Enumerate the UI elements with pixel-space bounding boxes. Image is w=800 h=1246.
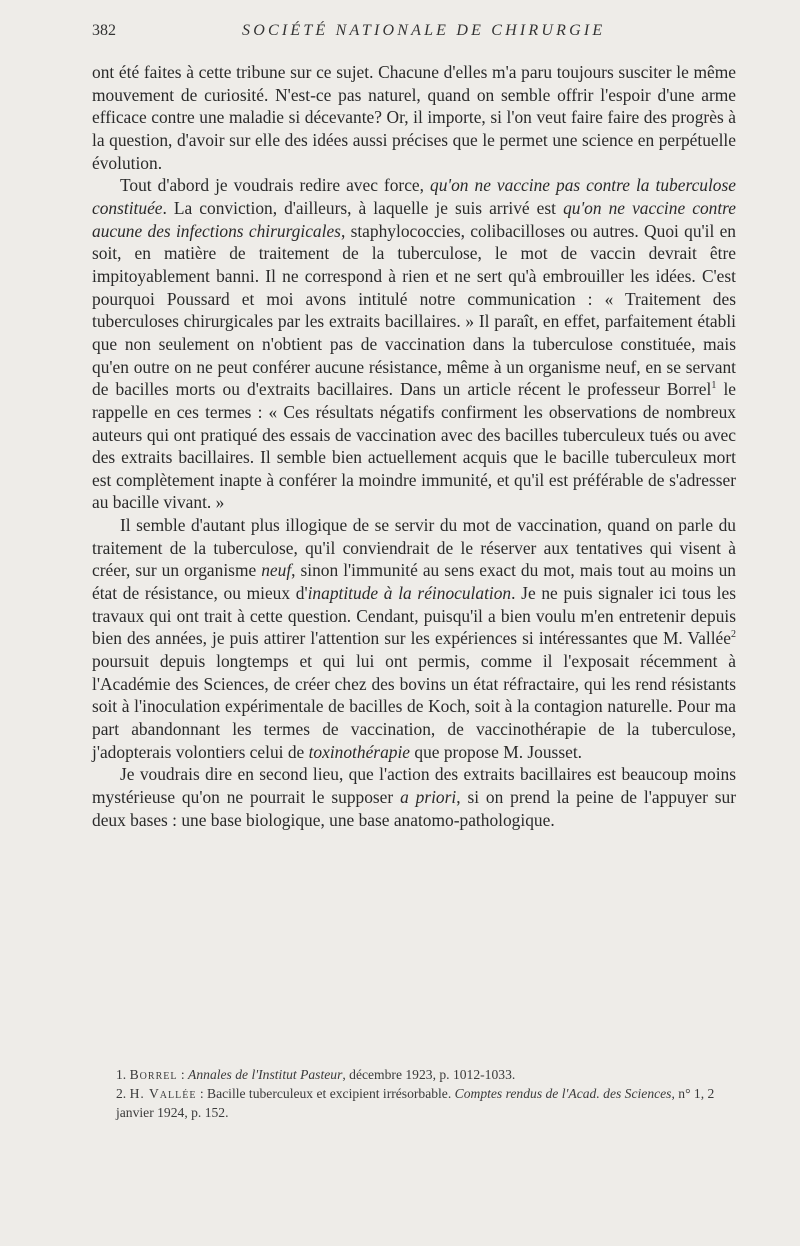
text-run: . Je ne puis signaler ici tous les travaux qui ont trait à cette question. Cendant, puisqu'il a bien voulu m'en entretenir depuis bien des années, je puis attirer l'attention sur les expériences si intéressantes que M. Vallée bbox=[92, 583, 736, 649]
footnote-author: Borrel bbox=[129, 1067, 178, 1082]
text-run: Je voudrais dire en second lieu, que l'action des extraits bacillaires est beaucoup moins mystérieuse qu'on ne pourrait le supposer bbox=[92, 764, 736, 807]
italic-run: a priori bbox=[400, 787, 457, 807]
text-run: Tout d'abord je voudrais redire avec force, bbox=[120, 175, 430, 196]
italic-run: inaptitude à la réinoculation bbox=[307, 583, 512, 604]
page-header bbox=[92, 22, 736, 46]
text-run: que propose M. Jousset. bbox=[410, 741, 582, 762]
italic-run: toxinothérapie bbox=[308, 741, 411, 762]
text-run: . La conviction, d'ailleurs, à laquelle je suis arrivé est bbox=[162, 197, 564, 218]
italic-run: neuf bbox=[261, 560, 292, 581]
footnote-source-title: Annales de l'Institut Pasteur bbox=[188, 1067, 343, 1082]
footnote-text: Bacille tuberculeux et excipient irrésorbable. bbox=[207, 1086, 455, 1101]
footnote-1 bbox=[92, 1065, 736, 1084]
footnote-source-title: Comptes rendus de l'Acad. des Sciences bbox=[454, 1086, 672, 1101]
text-run: , si on prend la peine de l'appuyer sur deux bases : une base biologique, une base anatomo-pathologique. bbox=[92, 787, 736, 830]
italic-run: qu'on ne vaccine contre aucune des infections chirurgicales bbox=[92, 197, 737, 241]
footnotes bbox=[92, 1065, 736, 1122]
paragraph-2 bbox=[92, 174, 736, 514]
footnote-ref-1[interactable]: 1 bbox=[711, 380, 717, 392]
paragraph-4 bbox=[92, 763, 736, 831]
paragraph-text: ont été faites à cette tribune sur ce sujet. Chacune d'elles m'a paru toujours susciter le même mouvement de curiosité. N'est-ce pas naturel, quand on semble offrir l'espoir d'une arme efficace contre une maladie si décevante? Or, il importe, si l'on veut faire faire des progrès à la question, d'avoir sur elle des idées aussi précises que le permet une science en perpétuelle évolution. bbox=[92, 62, 736, 173]
body-text bbox=[92, 61, 736, 831]
footnote-details: , décembre 1923, p. 1012-1033. bbox=[342, 1067, 516, 1082]
footnote-number: 1. bbox=[116, 1067, 127, 1082]
footnote-author: H. Vallée bbox=[129, 1086, 197, 1101]
text-run: Il semble d'autant plus illogique de se servir du mot de vaccination, quand on parle du traitement de la tuberculose, qu'il conviendrait de le réserver aux tentatives qui visent à créer, sur un organisme bbox=[92, 515, 736, 581]
paragraph-3 bbox=[92, 514, 736, 763]
italic-run: qu'on ne vaccine pas contre la tuberculose constituée bbox=[92, 175, 736, 218]
footnote-2 bbox=[92, 1084, 736, 1122]
running-title: SOCIÉTÉ NATIONALE DE CHIRURGIE bbox=[242, 22, 606, 39]
page-number: 382 bbox=[92, 22, 116, 39]
text-run: , staphylococcies, colibacilloses ou autres. Quoi qu'il en soit, en matière de traitement de la tuberculose, le mot de vaccin devrait être impitoyablement banni. Il ne correspond à rien et ne sert qu'à embrouiller les idées. C'est pourquoi Poussard et moi avons intitulé notre communication : « Traitement des tuberculoses chirurgicales par les extraits bacillaires. » Il paraît, en effet, parfaitement établi que non seulement on n'obtient pas de vaccination dans la tuberculose constituée, mais qu'en outre on ne peut conférer aucune résistance, même à un organisme neuf, en se servant de bacilles morts ou d'extraits bacillaires. Dans un article récent le professeur Borrel bbox=[92, 220, 737, 400]
footnote-separator: : bbox=[177, 1067, 189, 1082]
footnote-details: , n° 1, 2 janvier 1924, p. 152. bbox=[116, 1086, 715, 1120]
footnote-ref-2[interactable]: 2 bbox=[731, 629, 736, 641]
text-run: poursuit depuis longtemps et qui lui ont permis, comme il l'exposait récemment à l'Académie des Sciences, de créer chez des bovins un état réfractaire, qui les rend résistants soit à l'inoculation expérimentale de bacilles de Koch, soit à la contagion naturelle. Pour ma part abandonnant les termes de vaccination, de vaccinothérapie de la tuberculose, j'adopterais volontiers celui de bbox=[92, 651, 736, 762]
footnote-separator: : bbox=[196, 1086, 208, 1101]
paragraph-1 bbox=[92, 61, 736, 174]
text-run: le rappelle en ces termes : « Ces résultats négatifs confirment les observations de nombreux auteurs qui ont pratiqué des essais de vaccination avec des bacilles tuberculeux tués ou avec des extraits bacillaires. Il semble bien actuellement acquis que le bacille tuberculeux mort est complètement inapte à conférer la moindre immunité, et qu'il est préférable de s'adresser au bacille vivant. » bbox=[92, 379, 737, 513]
footnote-number: 2. bbox=[116, 1086, 127, 1101]
text-run: , sinon l'immunité au sens exact du mot, mais tout au moins un état de résistance, ou mieux d' bbox=[92, 560, 736, 604]
